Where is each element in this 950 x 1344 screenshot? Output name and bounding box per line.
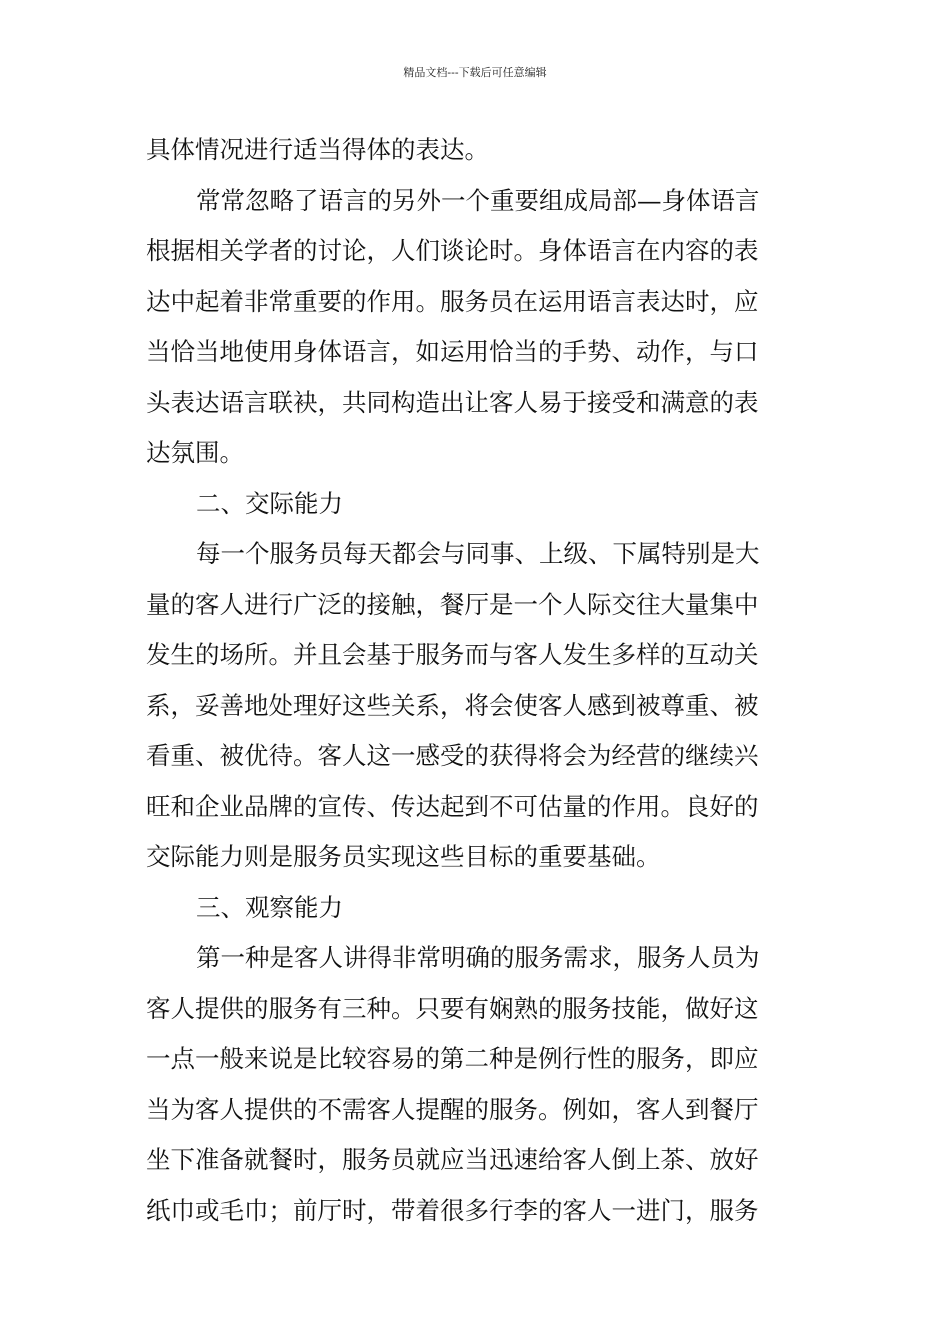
document-body (146, 125, 806, 1236)
text-line: 头表达语言联袂，共同构造出让客人易于接受和满意的表 (146, 387, 759, 417)
text-line: 一点一般来说是比较容易的第二种是例行性的服务，即应 (146, 1044, 759, 1073)
text-line: 看重、被优待。客人这一感受的获得将会为经营的继续兴 (146, 741, 759, 770)
text-line: 发生的场所。并且会基于服务而与客人发生多样的互动关 (146, 640, 759, 669)
paragraph-first-line: 常常忽略了语言的另外一个重要组成局部—身体语言 (196, 185, 760, 215)
text-line: 旺和企业品牌的宣传、传达起到不可估量的作用。良好的 (146, 791, 759, 821)
page-header: 精品文档---下载后可任意编辑 (403, 66, 547, 79)
text-line: 坐下准备就餐时，服务员就应当迅速给客人倒上茶、放好 (146, 1145, 759, 1174)
text-line: 量的客人进行广泛的接触，餐厅是一个人际交往大量集中 (146, 589, 759, 619)
text-line: 达中起着非常重要的作用。服务员在运用语言表达时，应 (146, 286, 759, 316)
text-line: 纸巾或毛巾；前厅时，带着很多行李的客人一进门，服务 (146, 1195, 759, 1225)
section-heading: 三、观察能力 (196, 892, 343, 922)
text-line: 达氛围。 (146, 438, 244, 467)
text-line: 客人提供的服务有三种。只要有娴熟的服务技能，做好这 (146, 993, 759, 1023)
section-heading: 二、交际能力 (196, 488, 343, 518)
text-line: 具体情况进行适当得体的表达。 (146, 135, 489, 164)
text-line: 当恰当地使用身体语言，如运用恰当的手势、动作，与口 (146, 337, 759, 366)
text-line: 当为客人提供的不需客人提醒的服务。例如，客人到餐厅 (146, 1094, 759, 1124)
text-line: 交际能力则是服务员实现这些目标的重要基础。 (146, 842, 661, 871)
paragraph-first-line: 每一个服务员每天都会与同事、上级、下属特别是大 (196, 539, 760, 568)
text-line: 系，妥善地处理好这些关系，将会使客人感到被尊重、被 (146, 690, 759, 720)
paragraph-first-line: 第一种是客人讲得非常明确的服务需求，服务人员为 (196, 943, 760, 972)
text-line: 根据相关学者的讨论，人们谈论时。身体语言在内容的表 (146, 236, 759, 265)
